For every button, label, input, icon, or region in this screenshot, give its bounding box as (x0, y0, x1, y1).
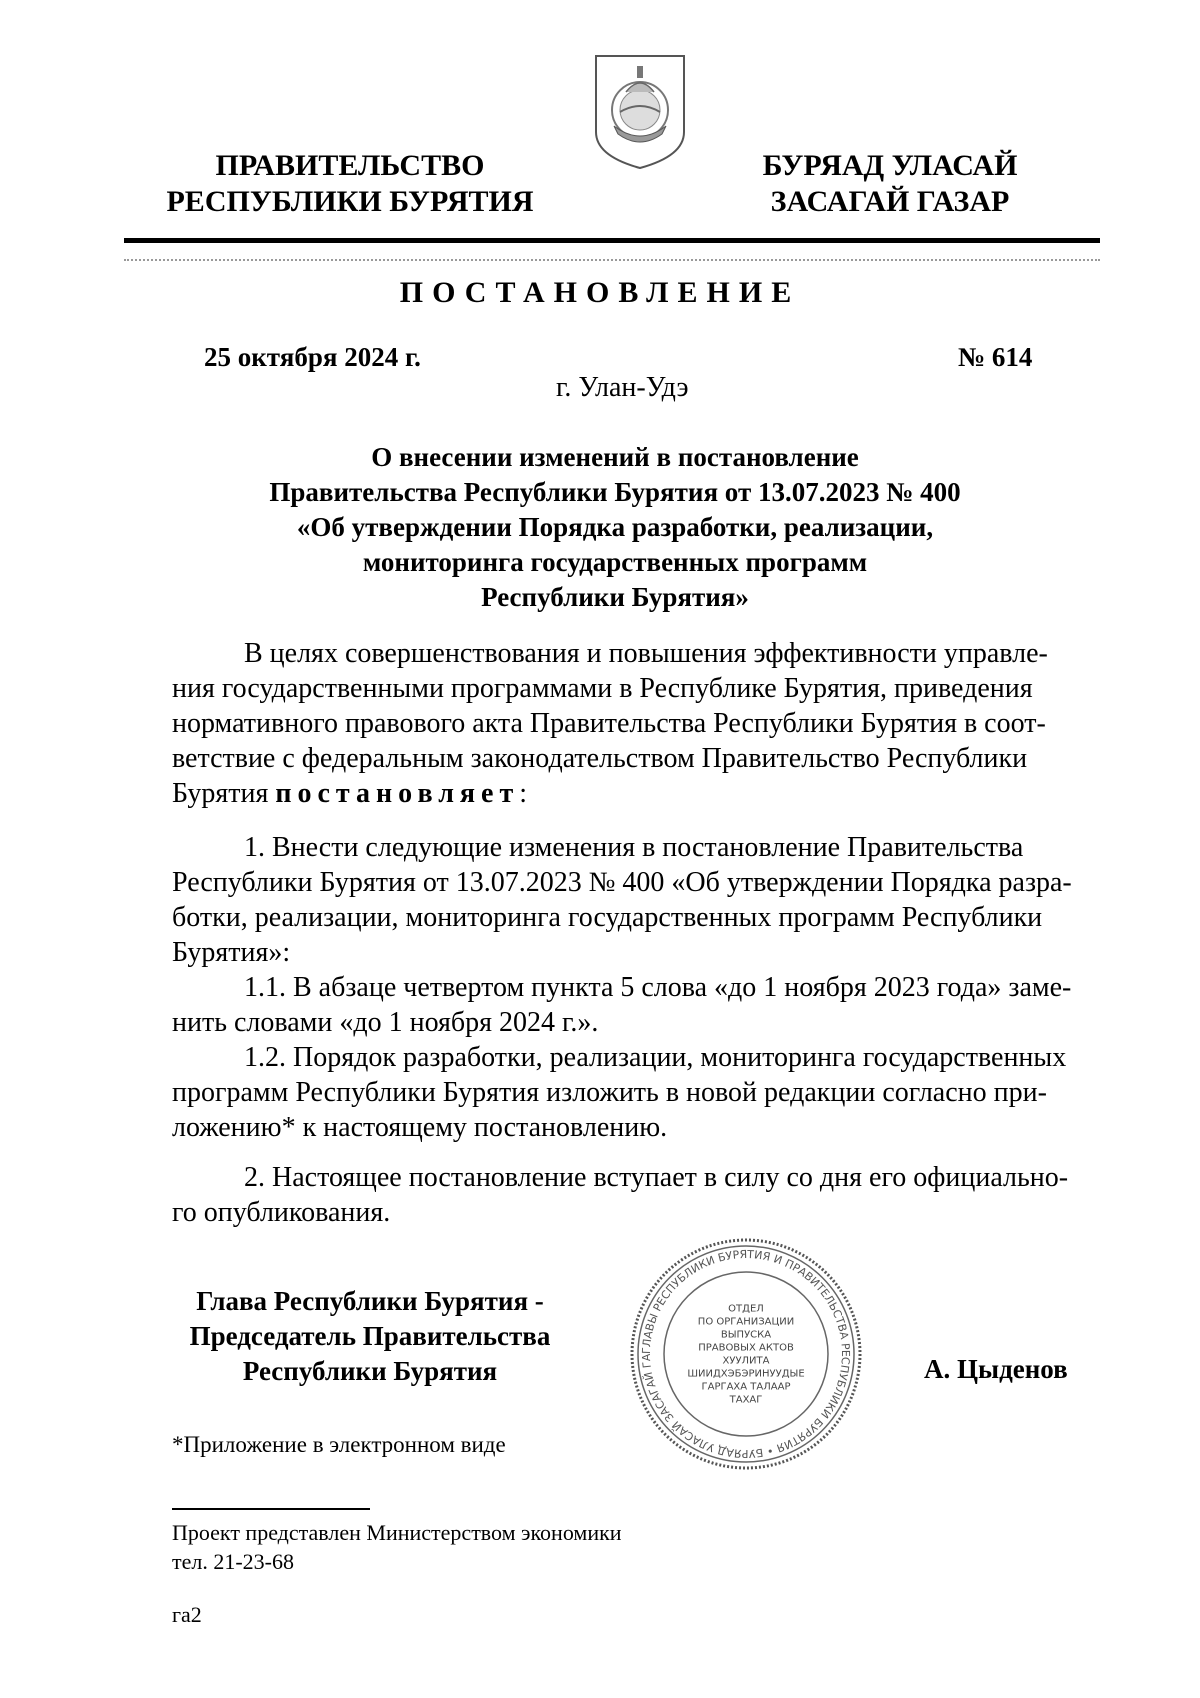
subject-line: «Об утверждении Порядка разработки, реализации, (296, 512, 934, 542)
seal-center-line: ПО ОРГАНИЗАЦИИ (697, 1316, 795, 1328)
footer-line2: тел. 21-23-68 (172, 1549, 295, 1574)
document-city: г. Улан-Удэ (556, 372, 689, 403)
preamble-paragraph (172, 636, 1088, 811)
header-left-line1: ПРАВИТЕЛЬСТВО (215, 149, 485, 182)
footer-line1: Проект представлен Министерством экономики (172, 1520, 622, 1545)
document-subject (220, 440, 1010, 615)
subject-line: Правительства Республики Бурятия от 13.07.2023 № 400 (269, 477, 961, 507)
seal-center-line: ВЫПУСКА (720, 1329, 772, 1341)
seal-ring-text: ГЛАВЫ РЕСПУБЛИКИ БУРЯТИЯ И ПРАВИТЕЛЬСТВА РЕСПУБЛИКИ БУРЯТИЯ • БУРЯАД УЛАСАЙ ЗАСАГАЙ ГА (639, 1247, 853, 1461)
header-right-line2: ЗАСАГАЙ ГАЗАР (770, 185, 1010, 218)
item-1-line: ботки, реализации, мониторинга государственных программ Республики (172, 902, 1043, 933)
subject-line: Республики Бурятия» (481, 582, 749, 612)
seal-center-line: ТАХАГ (729, 1394, 763, 1406)
footnote: *Приложение в электронном виде (172, 1432, 506, 1457)
signatory-position (160, 1284, 580, 1389)
position-line: Председатель Правительства (189, 1321, 551, 1351)
header-right (740, 148, 1040, 220)
subject-line: О внесении изменений в постановление (371, 442, 859, 472)
header-rule-thick (124, 238, 1100, 243)
official-seal (628, 1236, 864, 1472)
header-left-line2: РЕСПУБЛИКИ БУРЯТИЯ (166, 185, 534, 218)
footer-code: га2 (172, 1602, 202, 1627)
item-1-2-line: программ Республики Бурятия изложить в новой редакции согласно при- (172, 1077, 1047, 1108)
item-1-line: Республики Бурятия от 13.07.2023 № 400 «Об утверждении Порядка разра- (172, 867, 1072, 898)
item-2-paragraph (172, 1160, 1088, 1230)
seal-center-line: ГАРГАХА ТАЛААР (701, 1381, 791, 1393)
item-1-line: Бурятия»: (172, 937, 291, 968)
document-date: 25 октября 2024 г. (204, 342, 421, 372)
item-2-line: го опубликования. (172, 1197, 391, 1228)
footer-block (172, 1518, 622, 1576)
coat-of-arms-icon (590, 52, 690, 172)
item-1-1-line: нить словами «до 1 ноября 2024 г.». (172, 1007, 599, 1038)
preamble-line: нормативного правового акта Правительства Республики Бурятия в соот- (172, 708, 1046, 739)
subject-line: мониторинга государственных программ (362, 547, 868, 577)
document-number: № 614 (958, 342, 1033, 372)
document-type: ПОСТАНОВЛЕНИЕ (399, 276, 801, 309)
signatory-name: А. Цыденов (924, 1354, 1068, 1384)
item-1-line: 1. Внести следующие изменения в постановление Правительства (244, 832, 1024, 863)
seal-center-line: ШИИДХЭБЭРИНУУДЫЕ (687, 1368, 805, 1380)
seal-center-line: ОТДЕЛ (728, 1303, 764, 1315)
footer-separator (172, 1508, 370, 1510)
preamble-line: ветствие с федеральным законодательством Правительство Республики (172, 743, 1028, 774)
decree-word: постановляет (275, 778, 520, 809)
item-1-2-line: ложению* к настоящему постановлению. (172, 1112, 668, 1143)
position-line: Республики Бурятия (242, 1356, 498, 1386)
preamble-line: ния государственными программами в Республике Бурятия, приведения (172, 673, 1033, 704)
header-right-line1: БУРЯАД УЛАСАЙ (762, 149, 1018, 182)
item-2-line: 2. Настоящее постановление вступает в силу со дня его официально- (244, 1162, 1069, 1193)
preamble-line: В целях совершенствования и повышения эффективности управле- (244, 638, 1048, 669)
preamble-last-line (172, 776, 1088, 811)
preamble-suffix: : (519, 778, 528, 809)
item-1-paragraph (172, 830, 1088, 1145)
header-rule-thin (124, 259, 1100, 261)
item-1-1-line: 1.1. В абзаце четвертом пункта 5 слова «до 1 ноября 2023 года» заме- (244, 972, 1072, 1003)
item-1-2-line: 1.2. Порядок разработки, реализации, мониторинга государственных (244, 1042, 1067, 1073)
preamble-prefix: Бурятия (172, 778, 269, 809)
position-line: Глава Республики Бурятия - (196, 1286, 544, 1316)
seal-center-line: ПРАВОВЫХ АКТОВ (698, 1342, 794, 1354)
header-left (160, 148, 540, 220)
seal-center-line: ХУУЛИТА (722, 1355, 770, 1367)
